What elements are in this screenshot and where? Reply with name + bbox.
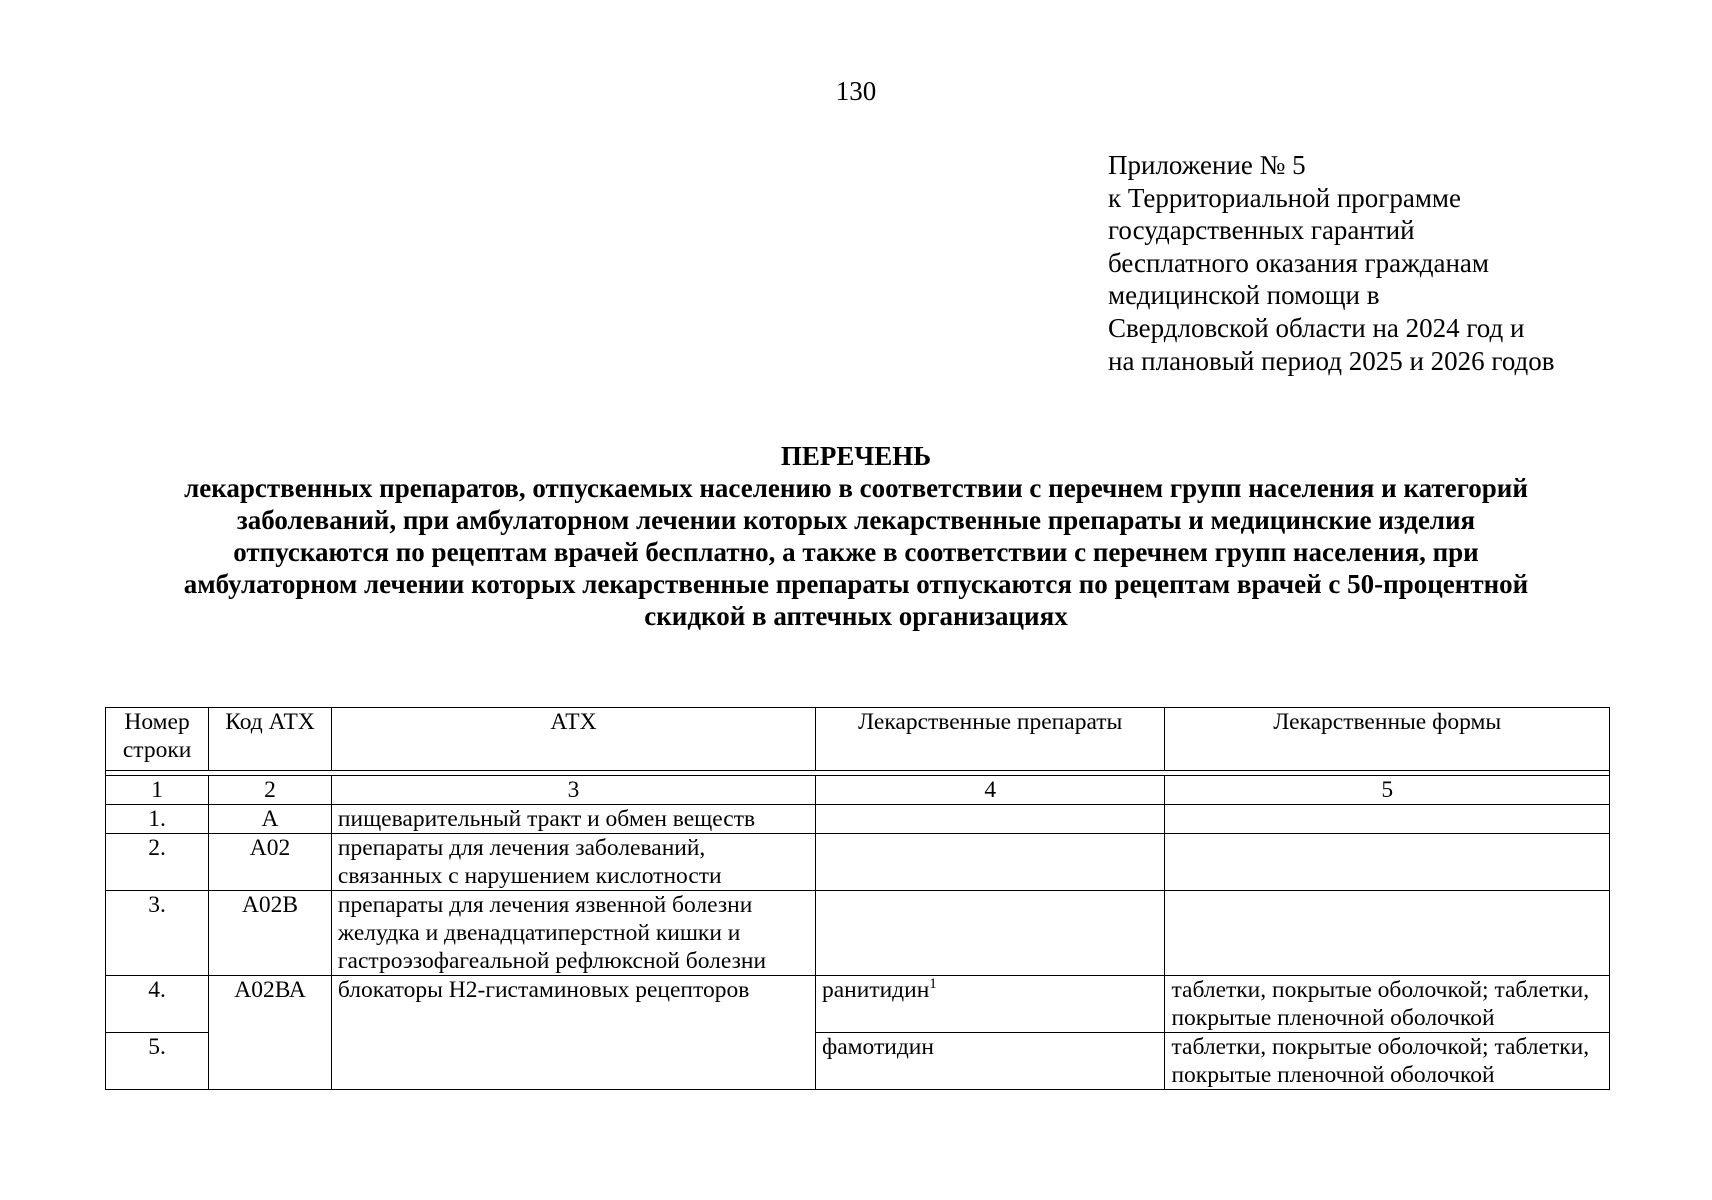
appendix-line: государственных гарантий [1108,215,1415,246]
appendix-line: к Территориальной программе [1108,182,1461,213]
column-number: 1 [106,776,209,805]
table-row [106,834,1610,891]
drug-name-text: ранитидин [822,977,930,1003]
title-line: амбулаторном лечении которых лекарственные препараты отпускаются по рецептам врачей с 50-процентной [183,569,1529,599]
atx-code: А02ВА [209,976,332,1090]
atx-name: пищеварительный тракт и обмен веществ [331,805,815,834]
table-header-row [106,708,1610,771]
document-title [100,440,1612,632]
title-line: отпускаются по рецептам врачей бесплатно, а также в соответствии с перечнем групп населения, при [233,537,1479,567]
atx-code: А [209,805,332,834]
drug-form: таблетки, покрытые оболочкой; таблетки, покрытые пленочной оболочкой [1165,1033,1610,1090]
header-atx-code: Код АТХ [209,708,332,771]
appendix-line: медицинской помощи в [1108,280,1380,311]
atx-name: препараты для лечения язвенной болезни желудка и двенадцатиперстной кишки и гастроэзофагеальной рефлюксной болезни [331,891,815,976]
drug-name [816,805,1165,834]
header-drugs: Лекарственные препараты [816,708,1165,771]
table-row [106,976,1610,1033]
row-number: 3. [106,891,209,976]
page-number: 130 [835,76,877,106]
row-number: 2. [106,834,209,891]
row-number: 5. [106,1033,209,1090]
column-number: 2 [209,776,332,805]
header-row-number: Номер строки [106,708,209,771]
column-number-row [106,776,1610,805]
medicines-table [105,707,1610,1090]
title-line: скидкой в аптечных организациях [644,601,1068,631]
row-number: 1. [106,805,209,834]
title-line: заболеваний, при амбулаторном лечении которых лекарственные препараты и медицинские изделия [236,505,1476,535]
table-row [106,891,1610,976]
appendix-line: на плановый период 2025 и 2026 годов [1108,345,1555,376]
drug-name: фамотидин [816,1033,1165,1090]
header-atx: АТХ [331,708,815,771]
atx-name: блокаторы Н2-гистаминовых рецепторов [331,976,815,1090]
atx-name: препараты для лечения заболеваний, связанных с нарушением кислотности [331,834,815,891]
atx-code: А02В [209,891,332,976]
drug-name [816,976,1165,1033]
title-line: лекарственных препаратов, отпускаемых населению в соответствии с перечнем групп населения и категорий [184,473,1528,503]
column-number: 5 [1165,776,1610,805]
table-row [106,805,1610,834]
footnote-mark: 1 [929,976,937,993]
atx-code: А02 [209,834,332,891]
appendix-line: Свердловской области на 2024 год и [1108,312,1525,343]
appendix-line: бесплатного оказания гражданам [1108,247,1489,278]
drug-form [1165,805,1610,834]
drug-form [1165,891,1610,976]
drug-form [1165,834,1610,891]
header-forms: Лекарственные формы [1165,708,1610,771]
appendix-line: Приложение № 5 [1108,150,1306,180]
column-number: 4 [816,776,1165,805]
drug-name [816,891,1165,976]
appendix-note [1108,149,1555,377]
title-heading: ПЕРЕЧЕНЬ [780,441,932,471]
drug-name [816,834,1165,891]
row-number: 4. [106,976,209,1033]
drug-form: таблетки, покрытые оболочкой; таблетки, покрытые пленочной оболочкой [1165,976,1610,1033]
column-number: 3 [331,776,815,805]
